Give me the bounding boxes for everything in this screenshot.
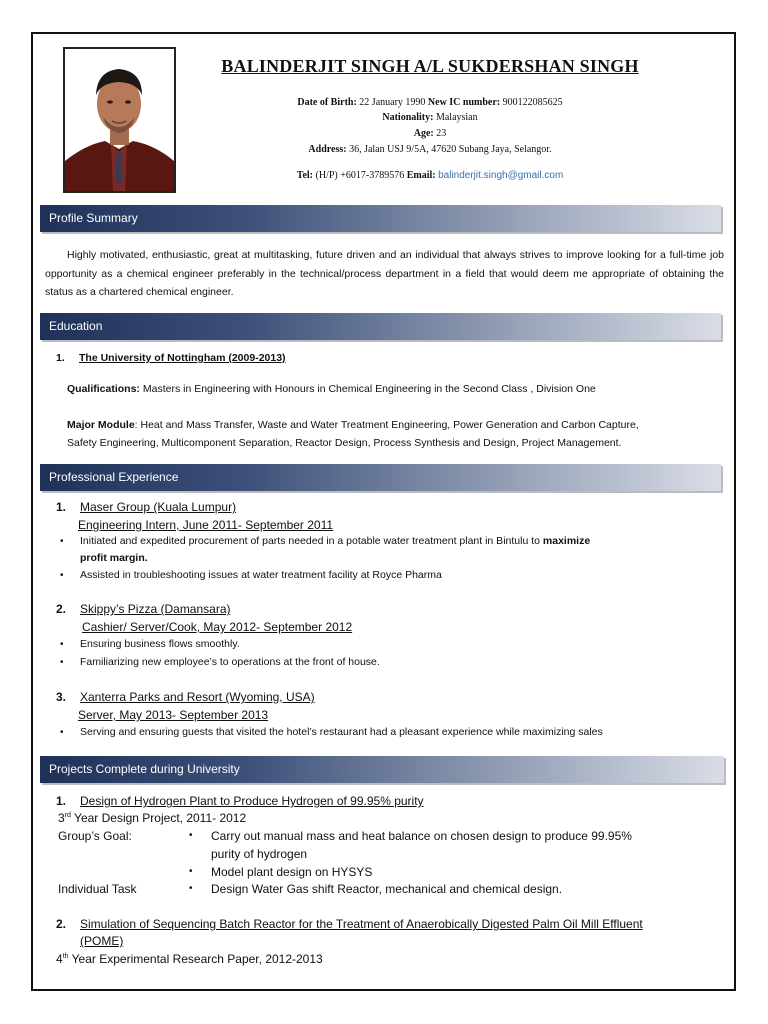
age-line: [200, 128, 660, 139]
job-1-bullet-2: Assisted in troubleshooting issues at water treatment facility at Royce Pharma: [80, 569, 442, 581]
project-1-year-text: Year Design Project, 2011- 2012: [70, 811, 247, 825]
job-1-role: Engineering Intern, June 2011- September 2011: [78, 518, 334, 532]
bullet-icon: •: [60, 570, 64, 581]
project-2-title: Simulation of Sequencing Batch Reactor for the Treatment of Anaerobically Digested Palm Oil Mill Effluent: [80, 917, 643, 931]
bullet-icon: •: [60, 727, 64, 738]
group-goal-label: Group’s Goal:: [58, 829, 132, 843]
education-num: 1.: [56, 352, 65, 364]
job-3-role: Server, May 2013- September 2013: [78, 708, 269, 722]
nationality-label: Nationality:: [382, 112, 434, 123]
major-module-line2: Safety Engineering, Multicomponent Separation, Reactor Design, Process Synthesis and Design, Project Management.: [67, 437, 622, 449]
project-1-year-num: 3: [58, 811, 65, 825]
group-goal-bullet-1-cont: purity of hydrogen: [211, 847, 308, 861]
section-band-education: [40, 313, 721, 340]
project-2-year-sup: th: [62, 953, 69, 960]
age-value: 23: [436, 128, 447, 139]
individual-task-label: Individual Task: [58, 882, 137, 896]
job-2-bullet-2: Familiarizing new employee’s to operations at the front of house.: [80, 656, 380, 668]
bullet-icon: •: [60, 536, 64, 547]
major-module-line1: [67, 419, 639, 431]
nationality-line: [200, 112, 660, 123]
job-1-bullet-1: [80, 535, 590, 547]
project-1-year-sup: rd: [64, 812, 71, 819]
dob-value: 22 January 1990: [359, 97, 426, 108]
address-line: [200, 144, 660, 155]
email-link[interactable]: balinderjit.singh@gmail.com: [438, 170, 564, 181]
dob-label: Date of Birth:: [297, 97, 357, 108]
address-value: 36, Jalan USJ 9/5A, 47620 Subang Jaya, Selangor.: [349, 144, 552, 155]
bullet-icon: •: [60, 657, 64, 668]
bullet-icon: •: [189, 883, 193, 894]
tel-label: Tel:: [296, 170, 313, 181]
major-module-text1: : Heat and Mass Transfer, Waste and Water Treatment Engineering, Power Generation and Carbon Capture,: [134, 419, 639, 431]
section-band-profile: [40, 205, 721, 232]
project-2-num: 2.: [56, 917, 67, 931]
bullet-icon: •: [60, 639, 64, 650]
job-2-company: Skippy’s Pizza (Damansara): [80, 602, 231, 616]
job-2-num: 2.: [56, 602, 67, 616]
project-2-year: [56, 952, 323, 966]
group-goal-bullet-2: Model plant design on HYSYS: [211, 865, 373, 879]
ic-label: New IC number:: [427, 97, 501, 108]
individual-task-bullet-1: Design Water Gas shift Reactor, mechanical and chemical design.: [211, 882, 563, 896]
major-module-label: Major Module: [67, 419, 135, 431]
dob-ic-line: [200, 97, 660, 108]
project-2-year-num: 4: [56, 952, 63, 966]
qualifications-value: Masters in Engineering with Honours in Chemical Engineering in the Second Class , Division One: [142, 383, 596, 395]
job-1-num: 1.: [56, 500, 67, 514]
section-band-experience: [40, 464, 721, 491]
candidate-name: BALINDERJIT SINGH A/L SUKDERSHAN SINGH: [221, 56, 639, 76]
contact-line: [200, 170, 660, 181]
profile-photo: [63, 47, 176, 193]
group-goal-bullet-1: Carry out manual mass and heat balance on chosen design to produce 99.95%: [211, 829, 632, 843]
qualifications-label: Qualifications:: [67, 383, 140, 395]
job-1-bullet-1-cont: profit margin.: [80, 552, 148, 564]
education-school: The University of Nottingham (2009-2013): [79, 352, 286, 364]
section-title-education: Education: [49, 319, 103, 333]
section-band-projects: [40, 756, 724, 783]
job-3-bullet-1: Serving and ensuring guests that visited the hotel’s restaurant had a pleasant experience while maximizing sales: [80, 726, 603, 738]
job-2-role: Cashier/ Server/Cook, May 2012- September 2012: [82, 620, 353, 634]
project-1-num: 1.: [56, 794, 67, 808]
job-3-company: Xanterra Parks and Resort (Wyoming, USA): [80, 690, 315, 704]
age-label: Age:: [413, 128, 434, 139]
job-1-bullet-1-text: Initiated and expedited procurement of parts needed in a potable water treatment plant in Bintulu to: [80, 535, 543, 547]
section-title-profile: Profile Summary: [49, 211, 138, 225]
project-2-title-cont: (POME): [80, 934, 124, 948]
project-1-year: [58, 811, 246, 825]
project-2-year-text: Year Experimental Research Paper, 2012-2013: [68, 952, 323, 966]
bullet-icon: •: [189, 866, 193, 877]
tel-value: (H/P) +6017-3789576: [315, 170, 405, 181]
job-3-num: 3.: [56, 690, 67, 704]
bullet-icon: •: [189, 830, 193, 841]
job-1-company: Maser Group (Kuala Lumpur): [80, 500, 237, 514]
project-1-title: Design of Hydrogen Plant to Produce Hydrogen of 99.95% purity: [80, 794, 424, 808]
profile-summary-text: Highly motivated, enthusiastic, great at multitasking, future driven and an individual that always strives to improve looking for a full-time job opportunity as a chemical engineer preferably in the technical/process department in a field that would deem me appropriate of obtaining the status as a chartered chemical engineer.: [45, 249, 724, 298]
section-title-experience: Professional Experience: [49, 470, 179, 484]
ic-value: 900122085625: [502, 97, 563, 108]
qualifications-line: [67, 383, 596, 395]
job-2-bullet-1: Ensuring business flows smoothly.: [80, 638, 240, 650]
address-label: Address:: [308, 144, 347, 155]
email-label: Email:: [406, 170, 436, 181]
nationality-value: Malaysian: [435, 112, 478, 123]
section-title-projects: Projects Complete during University: [49, 762, 240, 776]
job-1-bullet-1-bold: maximize: [542, 535, 591, 547]
